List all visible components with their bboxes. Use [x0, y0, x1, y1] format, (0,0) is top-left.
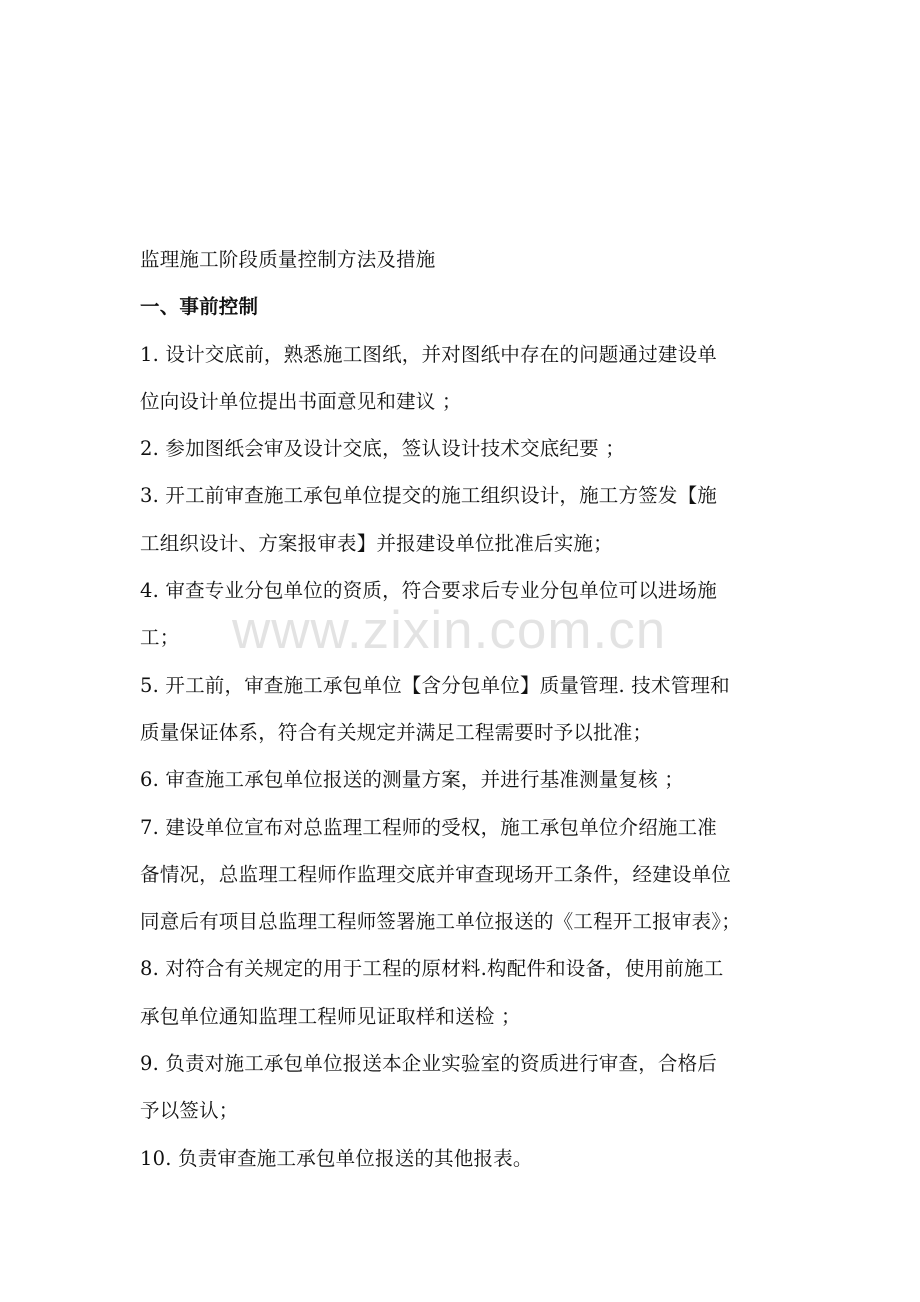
text-line: 质量保证体系，符合有关规定并满足工程需要时予以批准；	[140, 720, 653, 744]
section-heading: 一、事前控制	[140, 295, 259, 319]
text-line: 4. 审查专业分包单位的资质，符合要求后专业分包单位可以进场施	[140, 579, 718, 603]
text-line: 3. 开工前审查施工承包单位提交的施工组织设计，施工方签发【施	[140, 484, 718, 508]
text-line: 位向设计单位提出书面意见和建议 ；	[140, 389, 462, 413]
text-line: 7. 建设单位宣布对总监理工程师的受权，施工承包单位介绍施工准	[140, 815, 718, 839]
document-body	[140, 236, 800, 1182]
text-line: 予以签认；	[140, 1099, 239, 1123]
text-line: 工；	[140, 626, 180, 650]
text-line: 承包单位通知监理工程师见证取样和送检 ；	[140, 1004, 521, 1028]
text-line: 8. 对符合有关规定的用于工程的原材料.构配件和设备，使用前施工	[140, 957, 724, 981]
text-line: 工组织设计、方案报审表】并报建设单位批准后实施；	[140, 531, 613, 555]
text-line: 1. 设计交底前，熟悉施工图纸，并对图纸中存在的问题通过建设单	[140, 342, 718, 366]
text-line: 6. 审查施工承包单位报送的测量方案，并进行基准测量复核 ；	[140, 768, 685, 792]
text-line: 9. 负责对施工承包单位报送本企业实验室的资质进行审查，合格后	[140, 1052, 718, 1076]
text-line: 10. 负责审查施工承包单位报送的其他报表。	[140, 1146, 533, 1170]
document-title: 监理施工阶段质量控制方法及措施	[140, 248, 436, 271]
text-line: 2. 参加图纸会审及设计交底，签认设计技术交底纪要 ；	[140, 437, 625, 461]
text-line: 备情况，总监理工程师作监理交底并审查现场开工条件，经建设单位	[140, 862, 732, 886]
text-line: 同意后有项目总监理工程师签署施工单位报送的《工程开工报审表》；	[140, 910, 741, 934]
text-line: 5. 开工前，审查施工承包单位【含分包单位】质量管理. 技术管理和	[140, 673, 730, 697]
watermark: www.zixin.com.cn	[232, 601, 667, 660]
